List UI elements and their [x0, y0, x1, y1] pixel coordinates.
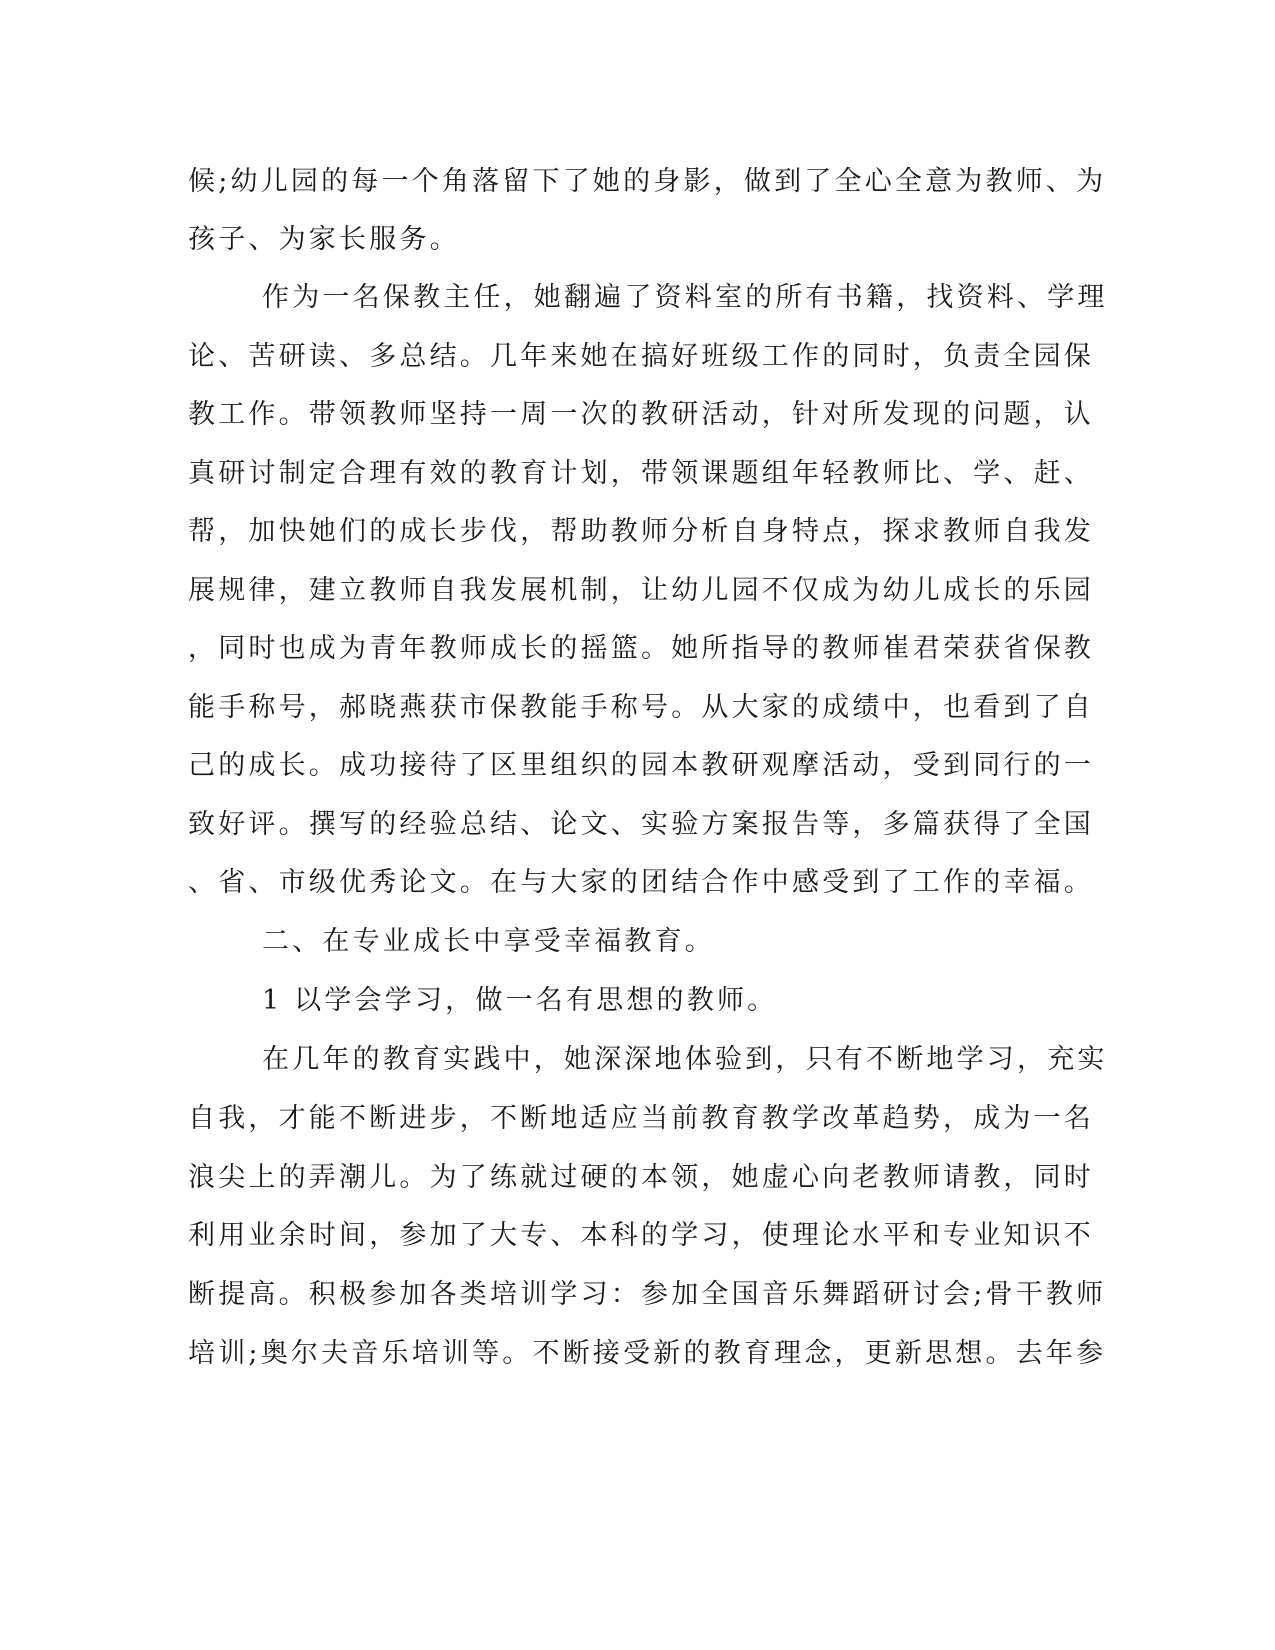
text-line: 论、苦研读、多总结。几年来她在搞好班级工作的同时，负责全园保	[188, 341, 1094, 372]
text-line: 能手称号，郝晓燕获市保教能手称号。从大家的成绩中，也看到了自	[188, 692, 1094, 723]
text-line: ，同时也成为青年教师成长的摇篮。她所指导的教师崔君荣获省保教	[188, 633, 1094, 664]
text-line: 展规律，建立教师自我发展机制，让幼儿园不仅成为幼儿成长的乐园	[188, 575, 1094, 606]
text-line: 浪尖上的弄潮儿。为了练就过硬的本领，她虚心向老教师请教，同时	[188, 1162, 1094, 1193]
text-line: 教工作。带领教师坚持一周一次的教研活动，针对所发现的问题，认	[188, 399, 1094, 430]
text-line: 培训;奥尔夫音乐培训等。不断接受新的教育理念，更新思想。去年参	[188, 1338, 1107, 1369]
section-heading: 二、在专业成长中享受幸福教育。	[262, 926, 715, 957]
text-line: 利用业余时间，参加了大专、本科的学习，使理论水平和专业知识不	[188, 1220, 1094, 1251]
text-line: 断提高。积极参加各类培训学习：参加全国音乐舞蹈研讨会;骨干教师	[188, 1279, 1107, 1310]
text-line: 己的成长。成功接待了区里组织的园本教研观摩活动，受到同行的一	[188, 750, 1094, 781]
text-line: 、省、市级优秀论文。在与大家的团结合作中感受到了工作的幸福。	[188, 867, 1094, 898]
text-line: 孩子、为家长服务。	[188, 224, 460, 255]
text-line: 候;幼儿园的每一个角落留下了她的身影，做到了全心全意为教师、为	[188, 166, 1107, 197]
text-line: 真研讨制定合理有效的教育计划，带领课题组年轻教师比、学、赶、	[188, 458, 1094, 489]
text-line: 自我，才能不断进步，不断地适应当前教育教学改革趋势，成为一名	[188, 1103, 1094, 1134]
text-line: 致好评。撰写的经验总结、论文、实验方案报告等，多篇获得了全国	[188, 809, 1094, 840]
paragraph-start-line: 在几年的教育实践中，她深深地体验到，只有不断地学习，充实	[262, 1044, 1108, 1075]
text-line: 帮，加快她们的成长步伐，帮助教师分析自身特点，探求教师自我发	[188, 516, 1094, 547]
paragraph-start-line: 作为一名保教主任，她翻遍了资料室的所有书籍，找资料、学理	[262, 282, 1108, 313]
subsection-heading: 1 以学会学习，做一名有思想的教师。	[262, 985, 778, 1016]
